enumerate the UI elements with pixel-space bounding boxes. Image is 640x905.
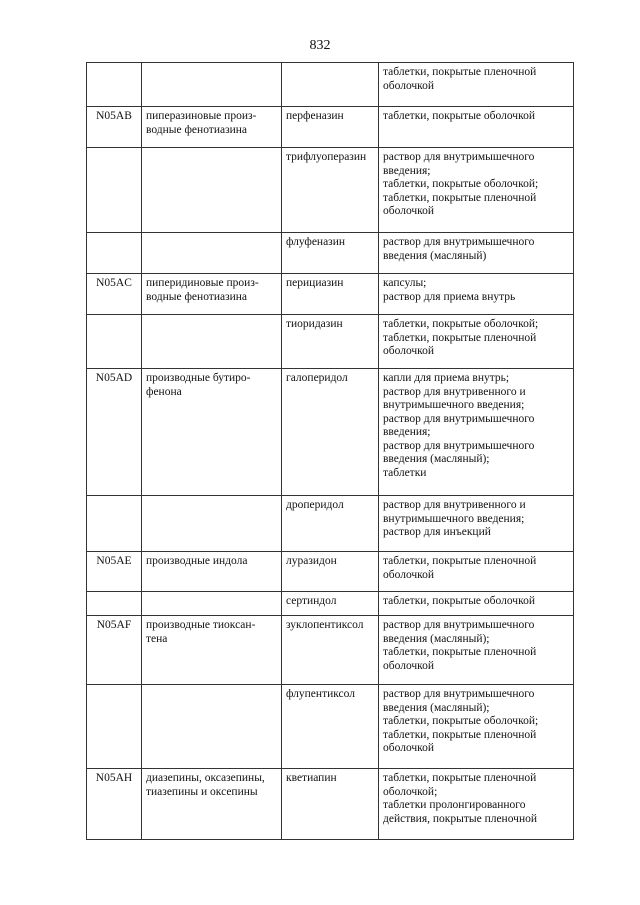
dosage-form-line: оболочкой <box>383 205 435 217</box>
group-name-line: производные индола <box>146 555 248 567</box>
dosage-form-line: оболочкой; <box>383 785 438 798</box>
table-row <box>87 369 574 496</box>
group-name-cell <box>142 769 282 840</box>
drug-name-cell: тиоридазин <box>282 315 379 369</box>
dosage-form-line: раствор для приема внутрь <box>383 290 516 303</box>
dosage-form-line: таблетки <box>383 466 427 479</box>
dosage-form-line: оболочкой <box>383 345 435 357</box>
table-row <box>87 148 574 233</box>
dosage-form-line: действия, покрытые пленочной <box>383 812 538 825</box>
dosage-form-line: введения (масляный); <box>383 701 490 714</box>
dosage-forms-cell <box>379 148 574 233</box>
dosage-form-line: внутримышечного введения; <box>383 399 525 411</box>
atc-code-cell: N05AF <box>87 616 142 685</box>
dosage-forms-cell <box>379 616 574 685</box>
drug-name-cell: дроперидол <box>282 496 379 552</box>
dosage-forms-cell <box>379 496 574 552</box>
dosage-form-line: оболочкой <box>383 79 435 92</box>
dosage-form-line: капсулы; <box>383 277 427 289</box>
dosage-form-line: раствор для внутримышечного <box>383 151 535 163</box>
dosage-form-line: раствор для внутримышечного <box>383 439 535 452</box>
atc-code-cell <box>87 233 142 274</box>
drug-name-cell: луразидон <box>282 552 379 592</box>
group-name-line: водные фенотиазина <box>146 290 248 303</box>
dosage-form-line: раствор для внутримышечного <box>383 619 535 631</box>
drug-name-cell: флупентиксол <box>282 685 379 769</box>
drug-name-cell: сертиндол <box>282 592 379 616</box>
group-name-line: производные бутиро- <box>146 372 251 384</box>
atc-code-cell <box>87 63 142 107</box>
drug-name-cell: флуфеназин <box>282 233 379 274</box>
atc-code-cell: N05AC <box>87 274 142 315</box>
dosage-form-line: таблетки, покрытые оболочкой; <box>383 178 539 190</box>
dosage-form-line: раствор для внутримышечного <box>383 688 535 700</box>
dosage-forms-cell <box>379 552 574 592</box>
drug-name-cell: трифлуоперазин <box>282 148 379 233</box>
dosage-forms-cell <box>379 369 574 496</box>
dosage-forms-cell <box>379 63 574 107</box>
dosage-form-line: раствор для внутримышечного <box>383 412 535 425</box>
dosage-form-line: таблетки, покрытые оболочкой; <box>383 715 539 727</box>
dosage-form-line: раствор для внутривенного и <box>383 385 526 398</box>
group-name-line: производные тиоксан- <box>146 619 256 631</box>
group-name-cell <box>142 233 282 274</box>
table-row <box>87 769 574 840</box>
dosage-form-line: введения (масляный) <box>383 249 487 262</box>
drug-name-cell: зуклопентиксол <box>282 616 379 685</box>
group-name-cell <box>142 369 282 496</box>
page-number: 832 <box>309 38 331 53</box>
dosage-form-line: введения; <box>383 164 431 177</box>
group-name-cell <box>142 685 282 769</box>
dosage-form-line: раствор для инъекций <box>383 526 491 538</box>
dosage-forms-cell <box>379 685 574 769</box>
table-row <box>87 592 574 616</box>
dosage-form-line: таблетки, покрытые оболочкой <box>383 110 535 122</box>
dosage-form-line: оболочкой <box>383 659 435 672</box>
table-row <box>87 233 574 274</box>
dosage-form-line: таблетки, покрытые пленочной <box>383 555 537 567</box>
group-name-line: фенона <box>146 385 182 398</box>
group-name-line: тиазепины и оксепины <box>146 785 258 798</box>
group-name-cell <box>142 315 282 369</box>
atc-code-cell: N05AD <box>87 369 142 496</box>
dosage-form-line: таблетки, покрытые пленочной <box>383 772 537 784</box>
table-row <box>87 616 574 685</box>
drug-name-cell: перфеназин <box>282 107 379 148</box>
dosage-form-line: таблетки, покрытые оболочкой; <box>383 318 539 330</box>
table-row <box>87 552 574 592</box>
dosage-form-line: введения; <box>383 426 431 438</box>
table-row <box>87 315 574 369</box>
dosage-forms-cell <box>379 769 574 840</box>
table-row <box>87 63 574 107</box>
dosage-form-line: внутримышечного введения; <box>383 512 525 525</box>
drug-name-cell <box>282 63 379 107</box>
group-name-cell <box>142 592 282 616</box>
dosage-forms-cell <box>379 592 574 616</box>
dosage-form-line: раствор для внутримышечного <box>383 236 535 248</box>
dosage-form-line: таблетки, покрытые пленочной <box>383 66 537 78</box>
group-name-cell <box>142 552 282 592</box>
group-name-cell <box>142 496 282 552</box>
drug-name-cell: галоперидол <box>282 369 379 496</box>
dosage-form-line: оболочкой <box>383 742 435 754</box>
dosage-form-line: введения (масляный); <box>383 632 490 645</box>
group-name-cell <box>142 616 282 685</box>
group-name-line: пиперидиновые произ- <box>146 277 259 289</box>
group-name-cell <box>142 148 282 233</box>
table-row <box>87 274 574 315</box>
dosage-form-line: таблетки, покрытые оболочкой <box>383 595 535 607</box>
table-body <box>87 63 574 840</box>
dosage-forms-cell <box>379 107 574 148</box>
dosage-form-line: таблетки пролонгированного <box>383 799 526 811</box>
group-name-cell <box>142 107 282 148</box>
dosage-form-line: таблетки, покрытые пленочной <box>383 728 537 741</box>
group-name-cell <box>142 274 282 315</box>
group-name-line: диазепины, оксазепины, <box>146 772 265 784</box>
table-row <box>87 107 574 148</box>
group-name-cell <box>142 63 282 107</box>
dosage-form-line: оболочкой <box>383 568 435 581</box>
atc-code-cell: N05AB <box>87 107 142 148</box>
medication-table <box>86 62 574 840</box>
atc-code-cell <box>87 315 142 369</box>
atc-code-cell <box>87 685 142 769</box>
table-row <box>87 685 574 769</box>
drug-name-cell: кветиапин <box>282 769 379 840</box>
group-name-line: водные фенотиазина <box>146 123 248 136</box>
atc-code-cell <box>87 592 142 616</box>
dosage-form-line: таблетки, покрытые пленочной <box>383 646 537 658</box>
dosage-form-line: раствор для внутривенного и <box>383 499 526 511</box>
dosage-form-line: таблетки, покрытые пленочной <box>383 331 537 344</box>
atc-code-cell: N05AE <box>87 552 142 592</box>
dosage-form-line: введения (масляный); <box>383 453 490 465</box>
dosage-forms-cell <box>379 274 574 315</box>
table-row <box>87 496 574 552</box>
dosage-forms-cell <box>379 233 574 274</box>
group-name-line: тена <box>146 632 168 645</box>
atc-code-cell <box>87 148 142 233</box>
dosage-forms-cell <box>379 315 574 369</box>
dosage-form-line: капли для приема внутрь; <box>383 372 510 384</box>
drug-name-cell: перициазин <box>282 274 379 315</box>
atc-code-cell <box>87 496 142 552</box>
atc-code-cell: N05AH <box>87 769 142 840</box>
group-name-line: пиперазиновые произ- <box>146 110 257 122</box>
dosage-form-line: таблетки, покрытые пленочной <box>383 191 537 204</box>
